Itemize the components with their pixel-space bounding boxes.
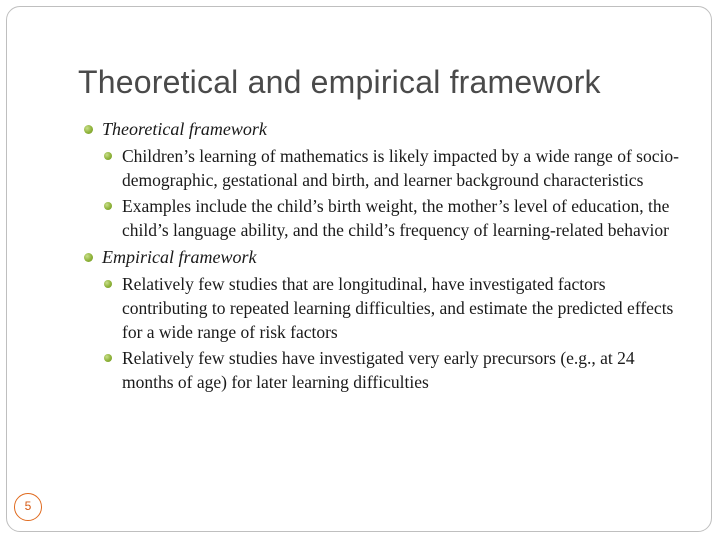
list-item-text: Relatively few studies that are longitudinal, have investigated factors contributing to repeated learning difficulties, and estimate the predicted effects for a wide range of risk factors: [122, 274, 674, 342]
slide-title: Theoretical and empirical framework: [78, 64, 601, 100]
section-heading-text: Empirical framework: [102, 247, 257, 267]
section-heading-theoretical: [84, 116, 684, 142]
bullet-icon: [84, 253, 93, 262]
list-item: [104, 144, 684, 192]
bullet-icon: [84, 125, 93, 134]
list-item-text: Examples include the child’s birth weight, the mother’s level of education, the child’s language ability, and the child’s frequency of learning-related behavior: [122, 196, 670, 240]
slide-number: 5: [14, 493, 42, 521]
section-heading-empirical: [84, 244, 684, 270]
slide-body: [84, 116, 684, 396]
bullet-icon: [104, 202, 112, 210]
bullet-icon: [104, 280, 112, 288]
list-item-text: Relatively few studies have investigated very early precursors (e.g., at 24 months of age) for later learning difficulties: [122, 348, 635, 392]
list-item-text: Children’s learning of mathematics is likely impacted by a wide range of socio-demographic, gestational and birth, and learner background characteristics: [122, 146, 679, 190]
section-heading-text: Theoretical framework: [102, 119, 267, 139]
list-item: [104, 346, 684, 394]
list-item: [104, 194, 684, 242]
bullet-icon: [104, 152, 112, 160]
bullet-icon: [104, 354, 112, 362]
list-item: [104, 272, 684, 344]
